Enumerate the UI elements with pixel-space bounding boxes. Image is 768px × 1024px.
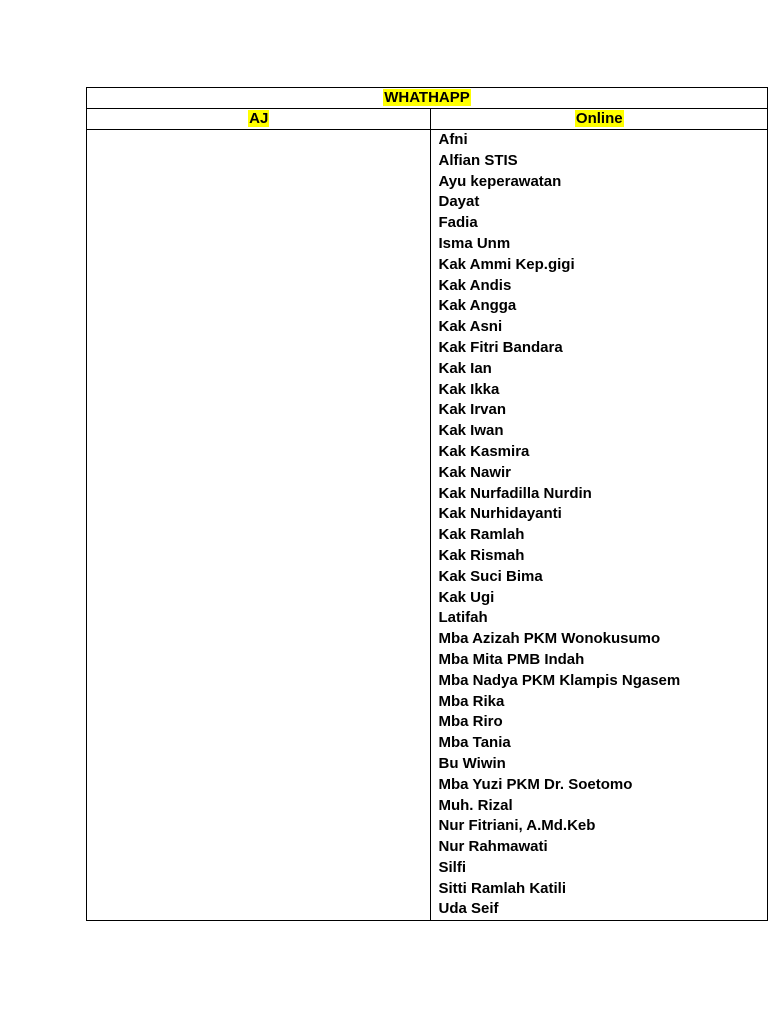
list-item: Fadia	[438, 214, 478, 232]
online-name-list	[431, 130, 767, 920]
list-item: Alfian STIS	[438, 151, 518, 169]
list-item: Kak Angga	[438, 297, 517, 315]
list-item: Kak Iwan	[438, 422, 504, 440]
list-item: Mba Tania	[438, 734, 511, 752]
list-item: Uda Seif	[438, 900, 499, 918]
list-item: Kak Nurhidayanti	[438, 505, 562, 523]
list-item: Muh. Rizal	[438, 796, 513, 814]
list-item: Mba Riro	[438, 713, 503, 731]
column-header-aj: AJ	[249, 110, 269, 127]
list-item: Nur Fitriani, A.Md.Keb	[438, 817, 596, 835]
header-row	[87, 109, 768, 130]
aj-column-cell	[87, 130, 431, 921]
column-header-online: Online	[575, 110, 623, 127]
header-cell-online	[431, 109, 768, 130]
title-row	[87, 88, 768, 109]
list-item: Mba Yuzi PKM Dr. Soetomo	[438, 775, 633, 793]
list-item: Ayu keperawatan	[438, 172, 562, 190]
table-title: WHATHAPP	[384, 89, 470, 106]
list-item: Latifah	[438, 609, 488, 627]
list-item: Sitti Ramlah Katili	[438, 879, 567, 897]
header-cell-aj	[87, 109, 431, 130]
body-row	[87, 130, 768, 921]
list-item: Kak Ikka	[438, 380, 500, 398]
list-item: Silfi	[438, 858, 466, 876]
list-item: Kak Fitri Bandara	[438, 338, 563, 356]
list-item: Bu Wiwin	[438, 754, 506, 772]
list-item: Kak Nawir	[438, 463, 512, 481]
list-item: Dayat	[438, 193, 480, 211]
list-item: Kak Kasmira	[438, 442, 530, 460]
online-column-cell	[431, 130, 768, 921]
list-item: Kak Ramlah	[438, 526, 525, 544]
list-item: Afni	[438, 131, 468, 148]
list-item: Mba Mita PMB Indah	[438, 650, 585, 668]
contact-table	[86, 87, 768, 921]
list-item: Nur Rahmawati	[438, 838, 548, 856]
list-item: Kak Ammi Kep.gigi	[438, 255, 575, 273]
list-item: Mba Nadya PKM Klampis Ngasem	[438, 671, 681, 689]
list-item: Mba Azizah PKM Wonokusumo	[438, 630, 661, 648]
list-item: Kak Nurfadilla Nurdin	[438, 484, 592, 502]
list-item: Kak Ugi	[438, 588, 495, 606]
list-item: Kak Suci Bima	[438, 567, 543, 585]
list-item: Kak Ian	[438, 359, 492, 377]
list-item: Isma Unm	[438, 234, 511, 252]
title-cell	[87, 88, 768, 109]
list-item: Kak Irvan	[438, 401, 507, 419]
list-item: Mba Rika	[438, 692, 505, 710]
list-item: Kak Rismah	[438, 546, 525, 564]
list-item: Kak Andis	[438, 276, 512, 294]
list-item: Kak Asni	[438, 318, 503, 336]
